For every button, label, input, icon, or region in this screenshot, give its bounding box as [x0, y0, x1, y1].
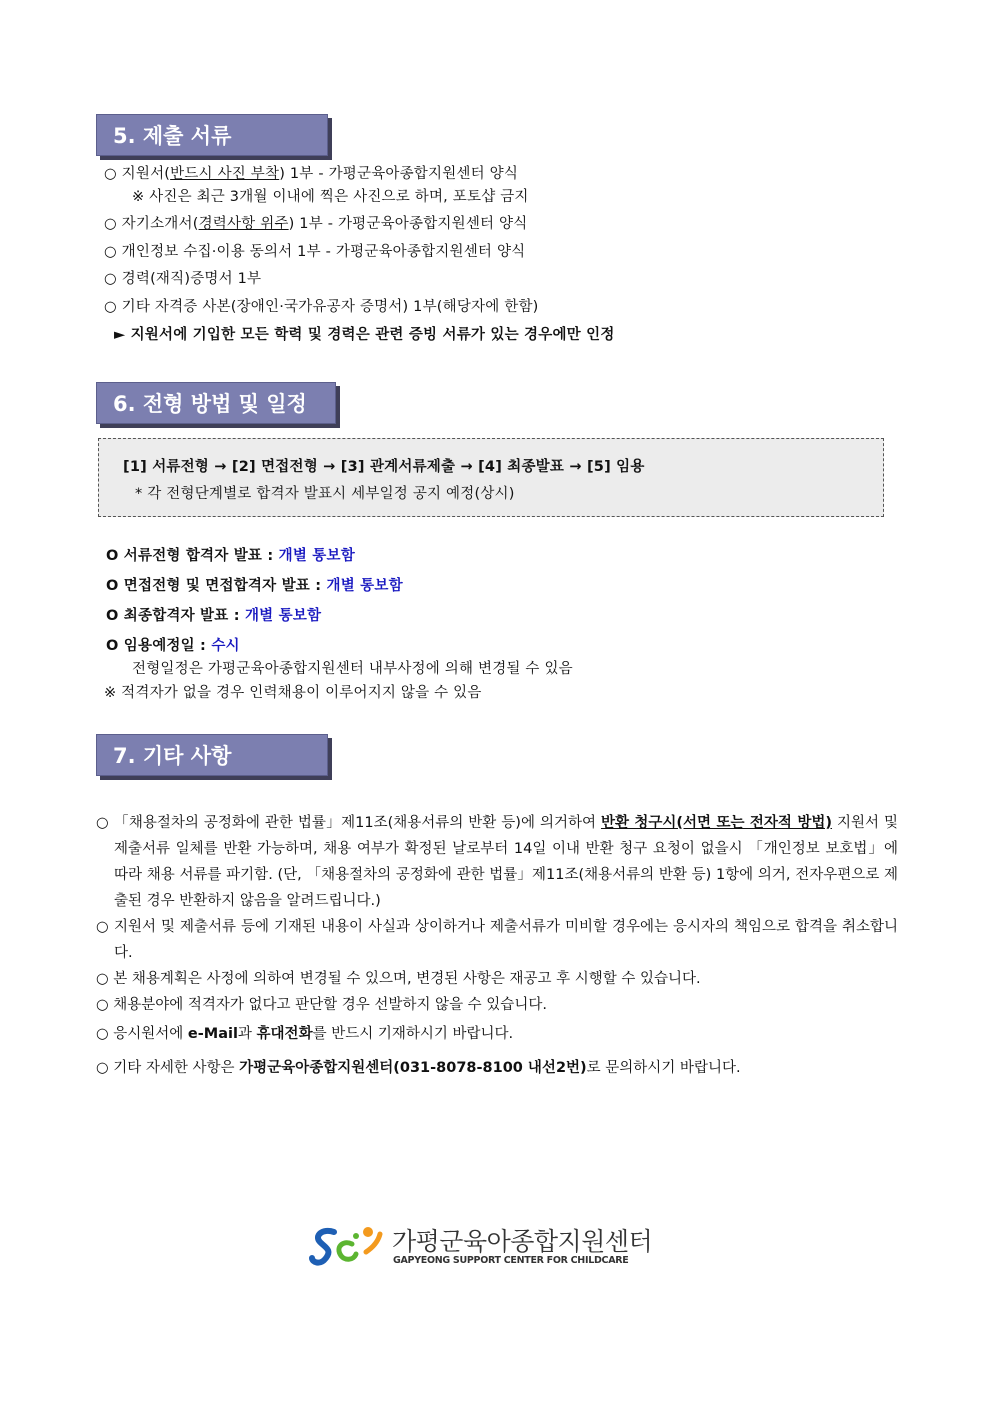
doc-item-photo-note: ※ 사진은 최근 3개월 이내에 찍은 사진으로 하며, 포토샵 금지 [132, 189, 529, 205]
step-3: [3] 관계서류제출 [340, 459, 456, 475]
doc-item-self-intro: ○ 자기소개서(경력사항 위주) 1부 - 가평군육아종합지원센터 양식 [104, 216, 528, 232]
step-4: [4] 최종발표 [478, 459, 565, 475]
notice-false-info: ○ 지원서 및 제출서류 등에 기재된 내용이 사실과 상이하거나 제출서류가 미비할 경우에는 응시자의 책임으로 합격을 취소합니다. [96, 919, 898, 961]
process-note: * 각 전형단계별로 합격자 발표시 세부일정 공지 예정(상시) [135, 486, 515, 502]
step-5: [5] 임용 [586, 459, 645, 475]
doc-note-proof: ► 지원서에 기입한 모든 학력 및 경력은 관련 증빙 서류가 있는 경우에만 인정 [114, 327, 615, 343]
step-1: [1] 서류전형 [123, 459, 210, 475]
doc-item-career: ○ 경력(재직)증명서 1부 [104, 271, 262, 287]
announce-interview: O 면접전형 및 면접합격자 발표 : 개별 통보함 [106, 578, 403, 594]
section-5-title: 5. 제출 서류 [113, 124, 232, 148]
notice-inquiry: ○ 기타 자세한 사항은 가평군육아종합지원센터(031-8078-8100 내선2번)로 문의하시기 바랍니다. [96, 1060, 741, 1076]
center-logo-mark-icon [308, 1222, 388, 1274]
notice-contact-info: ○ 응시원서에 e-Mail과 휴대전화를 반드시 기재하시기 바랍니다. [96, 1026, 514, 1042]
doc-item-application: ○ 지원서(반드시 사진 부착) 1부 - 가평군육아종합지원센터 양식 [104, 166, 519, 182]
section-6-title: 6. 전형 방법 및 일정 [113, 392, 307, 416]
doc-item-privacy: ○ 개인정보 수집·이용 동의서 1부 - 가평군육아종합지원센터 양식 [104, 244, 526, 260]
no-candidate-note: ※ 적격자가 없을 경우 인력채용이 이루어지지 않을 수 있음 [104, 685, 482, 701]
process-steps: [1] 서류전형 → [2] 면접전형 → [3] 관계서류제출 → [4] 최종발표 → [5] 임용 [123, 459, 645, 475]
notice-no-selection: ○ 채용분야에 적격자가 없다고 판단할 경우 선발하지 않을 수 있습니다. [96, 997, 547, 1013]
schedule-change-note: 전형일정은 가평군육아종합지원센터 내부사정에 의해 변경될 수 있음 [132, 661, 573, 677]
center-logo [308, 1222, 668, 1274]
process-box [98, 438, 884, 517]
doc-item-certificates: ○ 기타 자격증 사본(장애인·국가유공자 증명서) 1부(해당자에 한함) [104, 299, 539, 315]
notice-return-docs: ○ 「채용절차의 공정화에 관한 법률」제11조(채용서류의 반환 등)에 의거하여 반환 청구시(서면 또는 전자적 방법) 지원서 및 제출서류 일체를 반환 가능하며, 채용 여부가 확정된 날로부터 14일 이내 반환 청구 요청이 없을시 「개인정보 보호법」에 따라 채용 서류를 파기함. (단, 「채용절차의 공정화에 관한 법률」제11조(채용서류의 반환 등) 1항에 의거, 전자우편으로 제출된 경우 반환하지 않음을 알려드립니다.) [96, 815, 899, 909]
section-6-header [96, 382, 336, 424]
section-7-header [96, 734, 328, 776]
step-2: [2] 면접전형 [231, 459, 318, 475]
announce-document: O 서류전형 합격자 발표 : 개별 통보함 [106, 548, 355, 564]
center-logo-name-ko: 가평군육아종합지원센터 [392, 1227, 653, 1256]
notice-plan-change: ○ 본 채용계획은 사정에 의하여 변경될 수 있으며, 변경된 사항은 재공고 후 시행할 수 있습니다. [96, 971, 701, 987]
section-7-title: 7. 기타 사항 [113, 744, 232, 768]
section-5-header [96, 114, 328, 156]
announce-appointment: O 임용예정일 : 수시 [106, 638, 240, 654]
announce-final: O 최종합격자 발표 : 개별 통보함 [106, 608, 322, 624]
center-logo-name-en: GAPYEONG SUPPORT CENTER FOR CHILDCARE [393, 1255, 629, 1266]
